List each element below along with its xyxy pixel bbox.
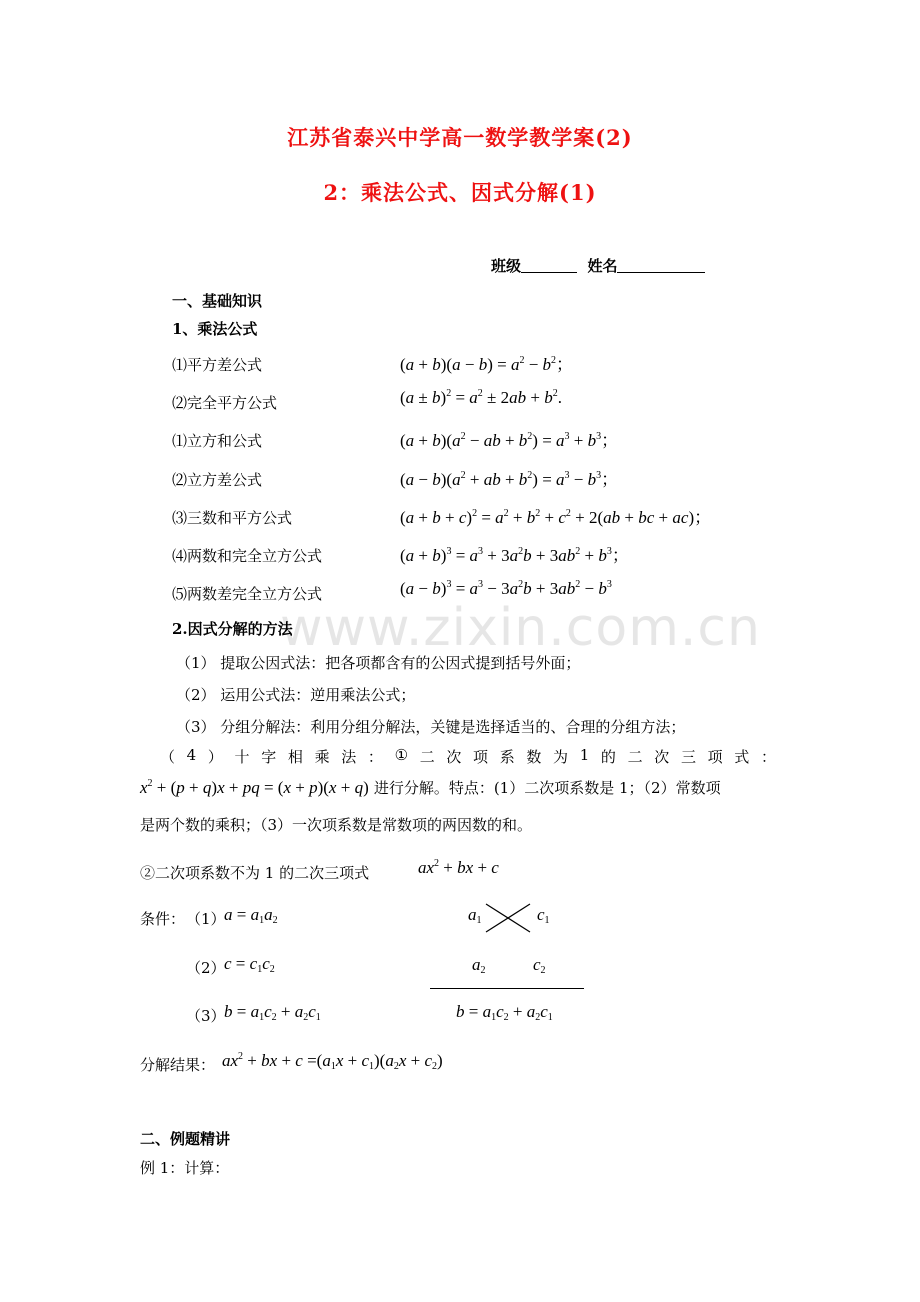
difference-of-cubes-formula: $(a - b)(a^2$ + ab + $b^2) = a^3 - b^3$； <box>400 470 619 489</box>
class-name-line <box>491 255 705 276</box>
method-4-char: 字 <box>261 748 277 766</box>
diagram-a2: $a_2$ <box>472 955 486 976</box>
formula-label: ⑸两数差完全立方公式 <box>172 585 323 603</box>
method-4-description: 进行分解。特点：(1）二次项系数是 1；（2）常数项 <box>373 779 721 797</box>
three-term-square-formula: $(a + b + c)^2 = a^2 + b^2 + c^2 + 2(ab$ + bc + ac)； <box>400 508 712 527</box>
method-4-char: 为 <box>553 748 569 766</box>
method-4-char: ① <box>394 746 409 764</box>
formula-label: ⑵完全平方公式 <box>172 394 278 412</box>
diagram-divider <box>430 988 584 989</box>
condition-c: $c = c_1c_2$ <box>224 954 275 975</box>
condition-a: $a = a_1a_2$ <box>224 905 278 926</box>
formula-label: ⑶三数和平方公式 <box>172 509 293 527</box>
cross-multiplication-formula: $x^2 + (p + q)x$ + pq = (x + p)(x + q) <box>140 778 369 797</box>
result-label: 分解结果： <box>140 1056 216 1074</box>
method-4-char: ： <box>760 748 776 766</box>
name-label: 姓名 <box>587 257 618 275</box>
class-blank[interactable] <box>521 258 577 273</box>
sum-of-cubes-formula: $(a + b)(a^2$ − ab + $b^2) = a^3 + b^3$； <box>400 431 619 450</box>
method-4-char: 十 <box>234 748 250 766</box>
method-4-char: 的 <box>600 748 616 766</box>
document-subtitle: 2：乘法公式、因式分解(1) <box>323 180 597 205</box>
method-4-char: 数 <box>526 748 542 766</box>
watermark: www.zixin.com.cn <box>280 598 761 658</box>
cube-of-sum-formula: $(a + b)^3 = a^3 + 3a^2b + 3ab^2 + b^3$； <box>400 546 629 565</box>
condition-number: （1） <box>186 910 226 928</box>
document-title: 江苏省泰兴中学高一数学教学案(2) <box>287 125 633 150</box>
condition-b: $b = a_1c_2 + a_2c_1$ <box>224 1002 321 1023</box>
case-2-label: ②二次项系数不为 1 的二次三项式 <box>140 864 370 882</box>
condition-number: （2） <box>186 959 226 977</box>
method-4-char: 式 <box>734 748 750 766</box>
formula-label: ⑴平方差公式 <box>172 356 263 374</box>
formula-label: ⑴立方和公式 <box>172 432 263 450</box>
method-4-char: 乘 <box>314 748 330 766</box>
conditions-label: 条件： <box>140 910 186 928</box>
method-4-char: 二 <box>419 748 435 766</box>
factorization-methods-heading: 2.因式分解的方法 <box>172 620 293 638</box>
diagram-c2: $c_2$ <box>533 955 546 976</box>
diagram-a1: $a_1$ <box>468 905 482 926</box>
formula-label: ⑵立方差公式 <box>172 471 263 489</box>
multiplication-formula-heading: 1、乘法公式 <box>172 320 258 338</box>
method-4-char: 三 <box>680 748 696 766</box>
method-4-char: 二 <box>627 748 643 766</box>
method-4-char: 次 <box>654 748 670 766</box>
formula-label: ⑷两数和完全立方公式 <box>172 547 323 565</box>
quadratic-trinomial: $ax^2$ + bx + c <box>418 858 499 877</box>
condition-number: （3） <box>186 1007 226 1025</box>
method-4-char: 法 <box>341 748 357 766</box>
method-4-line-3: 是两个数的乘积；（3）一次项系数是常数项的两因数的和。 <box>140 816 533 834</box>
cube-of-difference-formula: $(a - b)^3 = a^3 - 3a^2b + 3ab^2 - b^3$ <box>400 579 612 598</box>
method-4-char: 相 <box>287 748 303 766</box>
method-4-char: 次 <box>446 748 462 766</box>
method-4-char: （ <box>160 748 176 766</box>
method-item: （3） 分组分解法：利用分组分解法，关键是选择适当的、合理的分组方法； <box>176 718 686 736</box>
section2-heading: 二、例题精讲 <box>140 1130 231 1148</box>
difference-of-squares-formula: $(a + b)(a - b) = a^2 - b^2$； <box>400 355 574 374</box>
method-4-char: 4 <box>186 746 197 764</box>
method-4-char: 系 <box>499 748 515 766</box>
method-4-char: 1 <box>579 746 590 764</box>
name-blank[interactable] <box>617 258 705 273</box>
perfect-square-formula: $(a \pm b)^2 = a^2 \pm 2ab + b^2$. <box>400 388 562 407</box>
diagram-c1: $c_1$ <box>537 905 550 926</box>
method-4-line <box>160 746 776 767</box>
cross-lines <box>484 902 534 934</box>
section1-heading: 一、基础知识 <box>172 292 263 310</box>
method-4-char: 项 <box>473 748 489 766</box>
class-label: 班级 <box>491 257 522 275</box>
method-4-char: ） <box>207 748 223 766</box>
method-4-char: 项 <box>707 748 723 766</box>
method-item: （1） 提取公因式法：把各项都含有的公因式提到括号外面； <box>176 654 581 672</box>
method-item: （2） 运用公式法：逆用乘法公式； <box>176 686 416 704</box>
factorization-result: $ax^2$ + bx + $c =(a_1x + c_1)(a_2x + c_2)$ <box>222 1051 443 1072</box>
diagram-result: $b = a_1c_2 + a_2c_1$ <box>456 1002 553 1023</box>
example-1-label: 例 1：计算： <box>140 1159 230 1177</box>
method-4-line-2 <box>140 777 721 798</box>
method-4-char: ： <box>367 748 383 766</box>
